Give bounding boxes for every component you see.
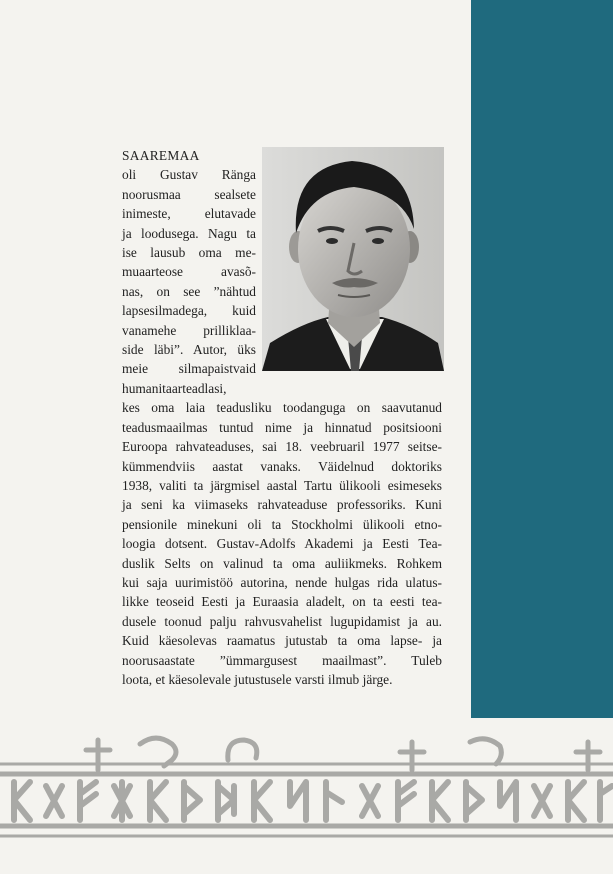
blurb-line: ja seni ka viimaseks rahvateaduse professoriks. Kuni — [122, 497, 442, 513]
blurb-line: inimeste, elutavade — [122, 206, 256, 222]
blurb-line: noorusmaa sealsete — [122, 186, 256, 202]
blurb-line: muaarteose avasõ- — [122, 264, 256, 280]
blurb-heading: SAAREMAA — [122, 148, 200, 163]
blurb-line: oli Gustav Ränga — [122, 167, 256, 183]
blurb-line: meie silmapaistvaid — [122, 361, 256, 377]
blurb-line: dusele toonud palju rahvusvahelist lugupidamist ja au. — [122, 613, 442, 629]
blurb-line: vanamehe prilliklaa- — [122, 322, 256, 338]
blurb-line: pensionile minekuni oli ta Stockholmi ülikooli etno- — [122, 516, 442, 532]
teal-color-band — [471, 0, 613, 718]
blurb-line: kes oma laia teadusliku toodanguga on saavutanud — [122, 400, 442, 416]
blurb-line: teadusmaailmas tuntud nime ja hinnatud positsiooni — [122, 419, 442, 435]
blurb-line: likke teoseid Eesti ja Euraasia aladelt, on ta eesti tea- — [122, 594, 442, 610]
runic-ornament-border — [0, 730, 613, 874]
blurb-line: ja loodusega. Nagu ta — [122, 225, 256, 241]
blurb-line: kümmendviis aastat vanaks. Väidelnud doktoriks — [122, 458, 442, 474]
blurb-line: side läbi”. Autor, üks — [122, 342, 256, 358]
blurb-line: Euroopa rahvateaduses, sai 18. veebruaril 1977 seitse- — [122, 439, 442, 455]
blurb-line: ise lausub oma me- — [122, 245, 256, 261]
blurb-line: loota, et käesolevale jutustusele varsti ilmub järge. — [122, 671, 393, 687]
blurb-line: 1938, valiti ta järgmisel aastal Tartu ülikooli esimeseks — [122, 477, 442, 493]
blurb-line: lapsesilmadega, kuid — [122, 303, 256, 319]
blurb-line: loogia dotsent. Gustav-Adolfs Akademi ja Eesti Tea- — [122, 536, 442, 552]
blurb-line: duslik Selts on valinud ta oma auliikmeks. Rohkem — [122, 555, 442, 571]
blurb-line: nas, on see ”nähtud — [122, 283, 256, 299]
blurb-line: humanitaarteadlasi, — [122, 380, 227, 396]
blurb-line: Kuid käesolevas raamatus jutustab ta oma lapse- ja — [122, 633, 442, 649]
blurb-line: kui saja uurimistöö autorina, nende hulgas rida ulatus- — [122, 574, 442, 590]
blurb-line: noorusaastate ”ümmargusest maailmast”. Tuleb — [122, 652, 442, 668]
author-blurb — [122, 146, 442, 689]
